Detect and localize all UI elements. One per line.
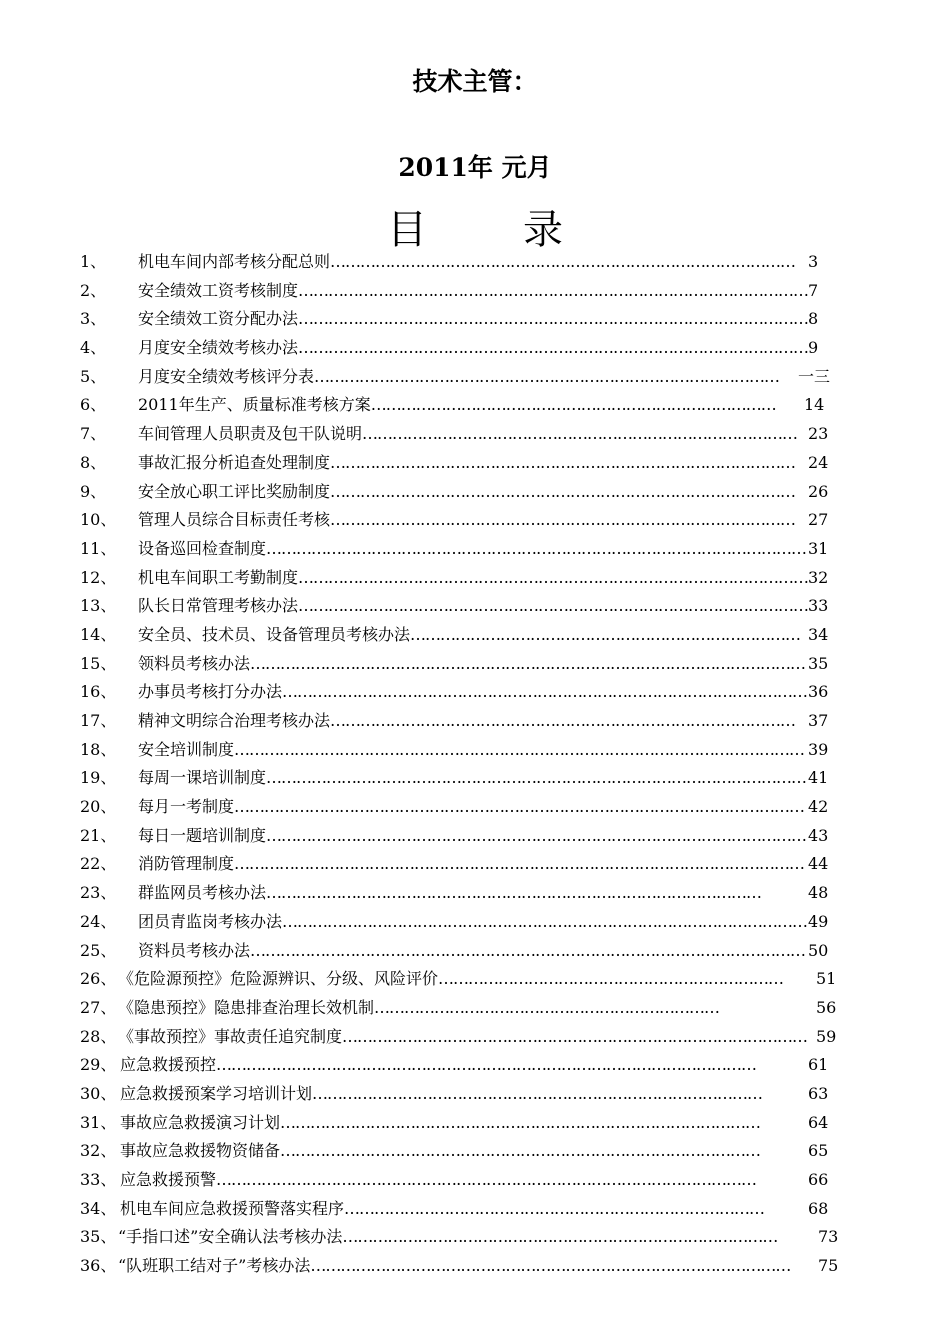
toc-leader-dots: ……………………………………………………………………………………………… — [216, 1055, 757, 1075]
toc-entry[interactable] — [80, 707, 850, 736]
toc-entry-number: 3、 — [80, 309, 107, 329]
toc-entry-number: 27、 — [80, 997, 117, 1017]
toc-entry-number: 11、 — [80, 538, 117, 558]
toc-entry[interactable] — [80, 1166, 850, 1195]
toc-entry[interactable] — [80, 305, 850, 334]
toc-leader-dots: ………………………………………………………………………………… — [330, 452, 796, 472]
toc-entry-number: 14、 — [80, 624, 117, 644]
toc-entry[interactable] — [80, 1051, 850, 1080]
toc-entry-title: 队长日常管理考核办法 — [138, 596, 299, 616]
toc-entry[interactable] — [80, 994, 850, 1023]
toc-entry-title: 每月一考制度 — [138, 797, 235, 817]
toc-entry[interactable] — [80, 391, 850, 420]
toc-leader-dots: ……………………………………………………………………………………………… — [216, 1170, 757, 1189]
toc-entry-number: 7、 — [80, 424, 107, 444]
toc-entry[interactable] — [80, 937, 850, 966]
toc-entry-number: 16、 — [80, 682, 117, 702]
toc-entry-page: 43 — [808, 825, 829, 845]
toc-leader-dots: ………………………………………………………………………… — [344, 1198, 765, 1218]
toc-entry[interactable] — [80, 1195, 850, 1224]
toc-entry-title: 事故应急救援物资储备 — [120, 1141, 281, 1161]
toc-entry-title: 团员青监岗考核办法 — [138, 911, 283, 931]
toc-entry-title: 设备巡回检查制度 — [138, 538, 267, 558]
toc-entry[interactable] — [80, 592, 850, 621]
toc-leader-dots: ………………………………………………………………………………………………… — [250, 940, 806, 960]
toc-entry-page: 23 — [808, 424, 829, 444]
toc-entry-title: “手指口述”安全确认法考核办法 — [118, 1227, 343, 1247]
toc-entry-number: 20、 — [80, 797, 117, 817]
toc-entry-title: 消防管理制度 — [138, 854, 235, 874]
toc-entry-page: 27 — [808, 510, 829, 530]
toc-entry-number: 21、 — [80, 825, 117, 845]
document-date: 2011年 元月 — [398, 153, 552, 182]
toc-leader-dots: ………………………………………………………………………………… — [342, 1026, 808, 1046]
toc-leader-dots: ……………………………………………………………………………………………… — [266, 825, 807, 845]
toc-leader-dots: …………………………………………………………………… — [410, 624, 801, 644]
toc-entry[interactable] — [80, 1080, 850, 1109]
toc-entry-number: 28、 — [80, 1026, 117, 1046]
toc-entry-page: 33 — [808, 596, 829, 616]
toc-entry-page: 24 — [808, 452, 829, 472]
toc-entry-number: 34、 — [80, 1198, 117, 1218]
toc-entry-number: 19、 — [80, 768, 117, 788]
toc-leader-dots: …………………………………………………………………………… — [342, 1227, 778, 1247]
toc-entry-title: 《隐患预控》隐患排查治理长效机制 — [118, 997, 375, 1017]
toc-leader-dots: ………………………………………………………………………………………………… — [250, 653, 806, 673]
toc-entry[interactable] — [80, 248, 850, 277]
toc-entry-page: 41 — [808, 768, 829, 788]
toc-entry-page: 75 — [818, 1256, 839, 1276]
toc-leader-dots: …………………………………………………………… — [374, 997, 720, 1017]
toc-entry-title: 管理人员综合目标责任考核 — [138, 510, 331, 530]
toc-entry[interactable] — [80, 363, 850, 392]
toc-entry[interactable] — [80, 621, 850, 650]
toc-entry-title: 事故应急救援演习计划 — [120, 1112, 281, 1132]
toc-entry[interactable] — [80, 678, 850, 707]
toc-leader-dots: ………………………………………………………………………………… — [330, 711, 796, 730]
toc-leader-dots: ………………………………………………………………………………………… — [298, 596, 809, 616]
toc-entry[interactable] — [80, 277, 850, 306]
toc-entry-page: 14 — [804, 395, 825, 415]
toc-entry-title: 每周一课培训制度 — [138, 768, 267, 788]
toc-entry[interactable] — [80, 965, 850, 994]
toc-entry-page: 8 — [808, 309, 819, 329]
toc-entry-title: 机电车间内部考核分配总则 — [138, 252, 331, 271]
toc-entry[interactable] — [80, 736, 850, 765]
table-of-contents — [80, 248, 850, 1281]
toc-entry-page: 64 — [808, 1112, 829, 1132]
toc-entry-page: 39 — [808, 739, 829, 759]
toc-entry-page: 26 — [808, 481, 829, 501]
toc-entry[interactable] — [80, 764, 850, 793]
toc-entry-number: 5、 — [80, 366, 107, 386]
toc-entry[interactable] — [80, 1023, 850, 1052]
toc-entry-number: 22、 — [80, 854, 117, 874]
toc-entry[interactable] — [80, 908, 850, 937]
toc-entry-number: 13、 — [80, 596, 117, 616]
toc-entry-number: 1、 — [80, 252, 107, 271]
toc-leader-dots: ………………………………………………………………………………………… — [298, 338, 809, 358]
toc-entry-title: 应急救援预警 — [120, 1170, 217, 1189]
toc-entry-number: 23、 — [80, 883, 117, 903]
toc-entry-number: 2、 — [80, 280, 107, 300]
toc-entry-title: 安全绩效工资考核制度 — [138, 280, 299, 300]
toc-entry-page: 59 — [816, 1026, 837, 1046]
toc-entry-title: 机电车间职工考勤制度 — [138, 567, 299, 587]
toc-entry-number: 4、 — [80, 338, 107, 358]
toc-entry-title: 安全放心职工评比奖励制度 — [138, 481, 331, 501]
toc-entry[interactable] — [80, 506, 850, 535]
toc-leader-dots: ………………………………………………………………………………………… — [298, 309, 809, 329]
toc-entry-number: 18、 — [80, 739, 117, 759]
toc-entry-number: 29、 — [80, 1055, 117, 1075]
toc-entry-title: 应急救援预案学习培训计划 — [120, 1083, 313, 1103]
toc-entry-page: 61 — [808, 1055, 829, 1075]
toc-leader-dots: …………………………………………………………………………………………………… — [234, 854, 805, 874]
toc-leader-dots: …………………………………………………………… — [438, 969, 784, 989]
toc-entry-title: 资料员考核办法 — [138, 940, 251, 960]
toc-entry-title: 机电车间应急救援预警落实程序 — [120, 1198, 345, 1218]
toc-heading — [0, 198, 950, 255]
toc-leader-dots: ………………………………………………………………………………… — [330, 252, 796, 271]
toc-entry-page: 36 — [808, 682, 829, 702]
toc-entry[interactable] — [80, 420, 850, 449]
toc-leader-dots: …………………………………………………………………………… — [362, 424, 798, 444]
toc-leader-dots: …………………………………………………………………………………………… — [282, 911, 808, 931]
toc-entry-number: 30、 — [80, 1083, 117, 1103]
toc-entry-title: 车间管理人员职责及包干队说明 — [138, 424, 363, 444]
toc-entry-title: 《危险源预控》危险源辨识、分级、风险评价 — [118, 969, 439, 989]
toc-entry-title: 安全绩效工资分配办法 — [138, 309, 299, 329]
toc-entry-page: 50 — [808, 940, 829, 960]
toc-entry-title: 月度安全绩效考核办法 — [138, 338, 299, 358]
toc-entry-number: 9、 — [80, 481, 107, 501]
toc-entry-number: 35、 — [80, 1227, 117, 1247]
toc-entry-number: 24、 — [80, 911, 117, 931]
toc-entry-page: 37 — [808, 711, 829, 730]
toc-leader-dots: ………………………………………………………………………………… — [330, 510, 796, 530]
toc-entry[interactable] — [80, 1223, 850, 1252]
toc-entry-page: 一三 — [798, 366, 831, 386]
toc-entry-title: 精神文明综合治理考核办法 — [138, 711, 331, 730]
toc-entry[interactable] — [80, 1109, 850, 1138]
toc-entry[interactable] — [80, 879, 850, 908]
toc-entry-title: 《事故预控》事故责任追究制度 — [118, 1026, 343, 1046]
toc-entry-number: 15、 — [80, 653, 117, 673]
toc-entry-page: 66 — [808, 1170, 829, 1189]
toc-entry[interactable] — [80, 1137, 850, 1166]
toc-entry[interactable] — [80, 822, 850, 851]
supervisor-label: 技术主管： — [412, 67, 538, 96]
toc-entry-title: 办事员考核打分办法 — [138, 682, 283, 702]
toc-entry-title: 每日一题培训制度 — [138, 825, 267, 845]
toc-entry-page: 63 — [808, 1083, 829, 1103]
toc-leader-dots: …………………………………………………………………………………………… — [282, 682, 808, 702]
toc-entry-number: 12、 — [80, 567, 117, 587]
toc-entry-title: “队班职工结对子”考核办法 — [118, 1256, 311, 1276]
toc-entry-page: 48 — [808, 883, 829, 903]
toc-entry-number: 6、 — [80, 395, 107, 415]
toc-entry-title: 群监网员考核办法 — [138, 883, 267, 903]
toc-entry[interactable] — [80, 564, 850, 593]
toc-entry-page: 49 — [808, 911, 829, 931]
toc-leader-dots: ……………………………………………………………………………………………… — [266, 768, 807, 788]
toc-leader-dots: …………………………………………………………………………………………………… — [234, 797, 805, 817]
toc-entry-number: 10、 — [80, 510, 117, 530]
toc-entry-page: 34 — [808, 624, 829, 644]
toc-entry-page: 35 — [808, 653, 829, 673]
toc-entry-page: 56 — [816, 997, 837, 1017]
toc-entry-number: 25、 — [80, 940, 117, 960]
toc-entry-title: 事故汇报分析追查处理制度 — [138, 452, 331, 472]
toc-entry-title: 月度安全绩效考核评分表 — [138, 366, 315, 386]
toc-entry-page: 51 — [816, 969, 837, 989]
toc-leader-dots: ………………………………………………………………………………… — [314, 366, 780, 386]
toc-entry-page: 7 — [808, 280, 819, 300]
toc-entry-number: 36、 — [80, 1256, 117, 1276]
toc-entry[interactable] — [80, 1252, 850, 1281]
toc-entry-page: 3 — [808, 252, 819, 271]
toc-entry-number: 17、 — [80, 711, 117, 730]
toc-entry[interactable] — [80, 535, 850, 564]
toc-leader-dots: …………………………………………………………………………………… — [280, 1141, 761, 1161]
toc-entry-number: 8、 — [80, 452, 107, 472]
toc-entry[interactable] — [80, 449, 850, 478]
toc-entry-title: 安全员、技术员、设备管理员考核办法 — [138, 624, 411, 644]
toc-leader-dots: ………………………………………………………………………………………… — [298, 567, 809, 587]
toc-entry[interactable] — [80, 793, 850, 822]
toc-entry-page: 68 — [808, 1198, 829, 1218]
toc-entry-page: 32 — [808, 567, 829, 587]
toc-entry-number: 31、 — [80, 1112, 117, 1132]
toc-entry-page: 73 — [818, 1227, 839, 1247]
toc-leader-dots: …………………………………………………………………………………… — [310, 1256, 791, 1276]
toc-entry[interactable] — [80, 478, 850, 507]
toc-entry-number: 33、 — [80, 1170, 117, 1189]
toc-entry-number: 32、 — [80, 1141, 117, 1161]
toc-leader-dots: ……………………………………………………………………………… — [312, 1083, 763, 1103]
toc-leader-dots: …………………………………………………………………………………………………… — [234, 739, 805, 759]
toc-leader-dots: ……………………………………………………………………………………………… — [266, 538, 807, 558]
toc-leader-dots: ……………………………………………………………………………………… — [266, 883, 762, 903]
toc-entry-title: 领料员考核办法 — [138, 653, 251, 673]
toc-entry-page: 65 — [808, 1141, 829, 1161]
toc-heading-char-2: 录 — [523, 207, 563, 253]
toc-entry-page: 31 — [808, 538, 829, 558]
toc-leader-dots: ……………………………………………………………………… — [370, 395, 776, 415]
toc-entry-number: 26、 — [80, 969, 117, 989]
toc-entry[interactable] — [80, 334, 850, 363]
toc-leader-dots: ………………………………………………………………………………………… — [298, 280, 809, 300]
toc-leader-dots: ………………………………………………………………………………… — [330, 481, 796, 501]
toc-heading-char-1: 目 — [387, 207, 427, 253]
toc-entry-title: 应急救援预控 — [120, 1055, 217, 1075]
toc-entry-title: 安全培训制度 — [138, 739, 235, 759]
toc-entry[interactable] — [80, 650, 850, 679]
toc-entry-page: 9 — [808, 338, 819, 358]
toc-leader-dots: …………………………………………………………………………………… — [280, 1112, 761, 1132]
toc-entry-page: 42 — [808, 797, 829, 817]
toc-entry[interactable] — [80, 850, 850, 879]
toc-entry-page: 44 — [808, 854, 829, 874]
toc-entry-title: 2011年生产、质量标准考核方案 — [138, 395, 371, 415]
